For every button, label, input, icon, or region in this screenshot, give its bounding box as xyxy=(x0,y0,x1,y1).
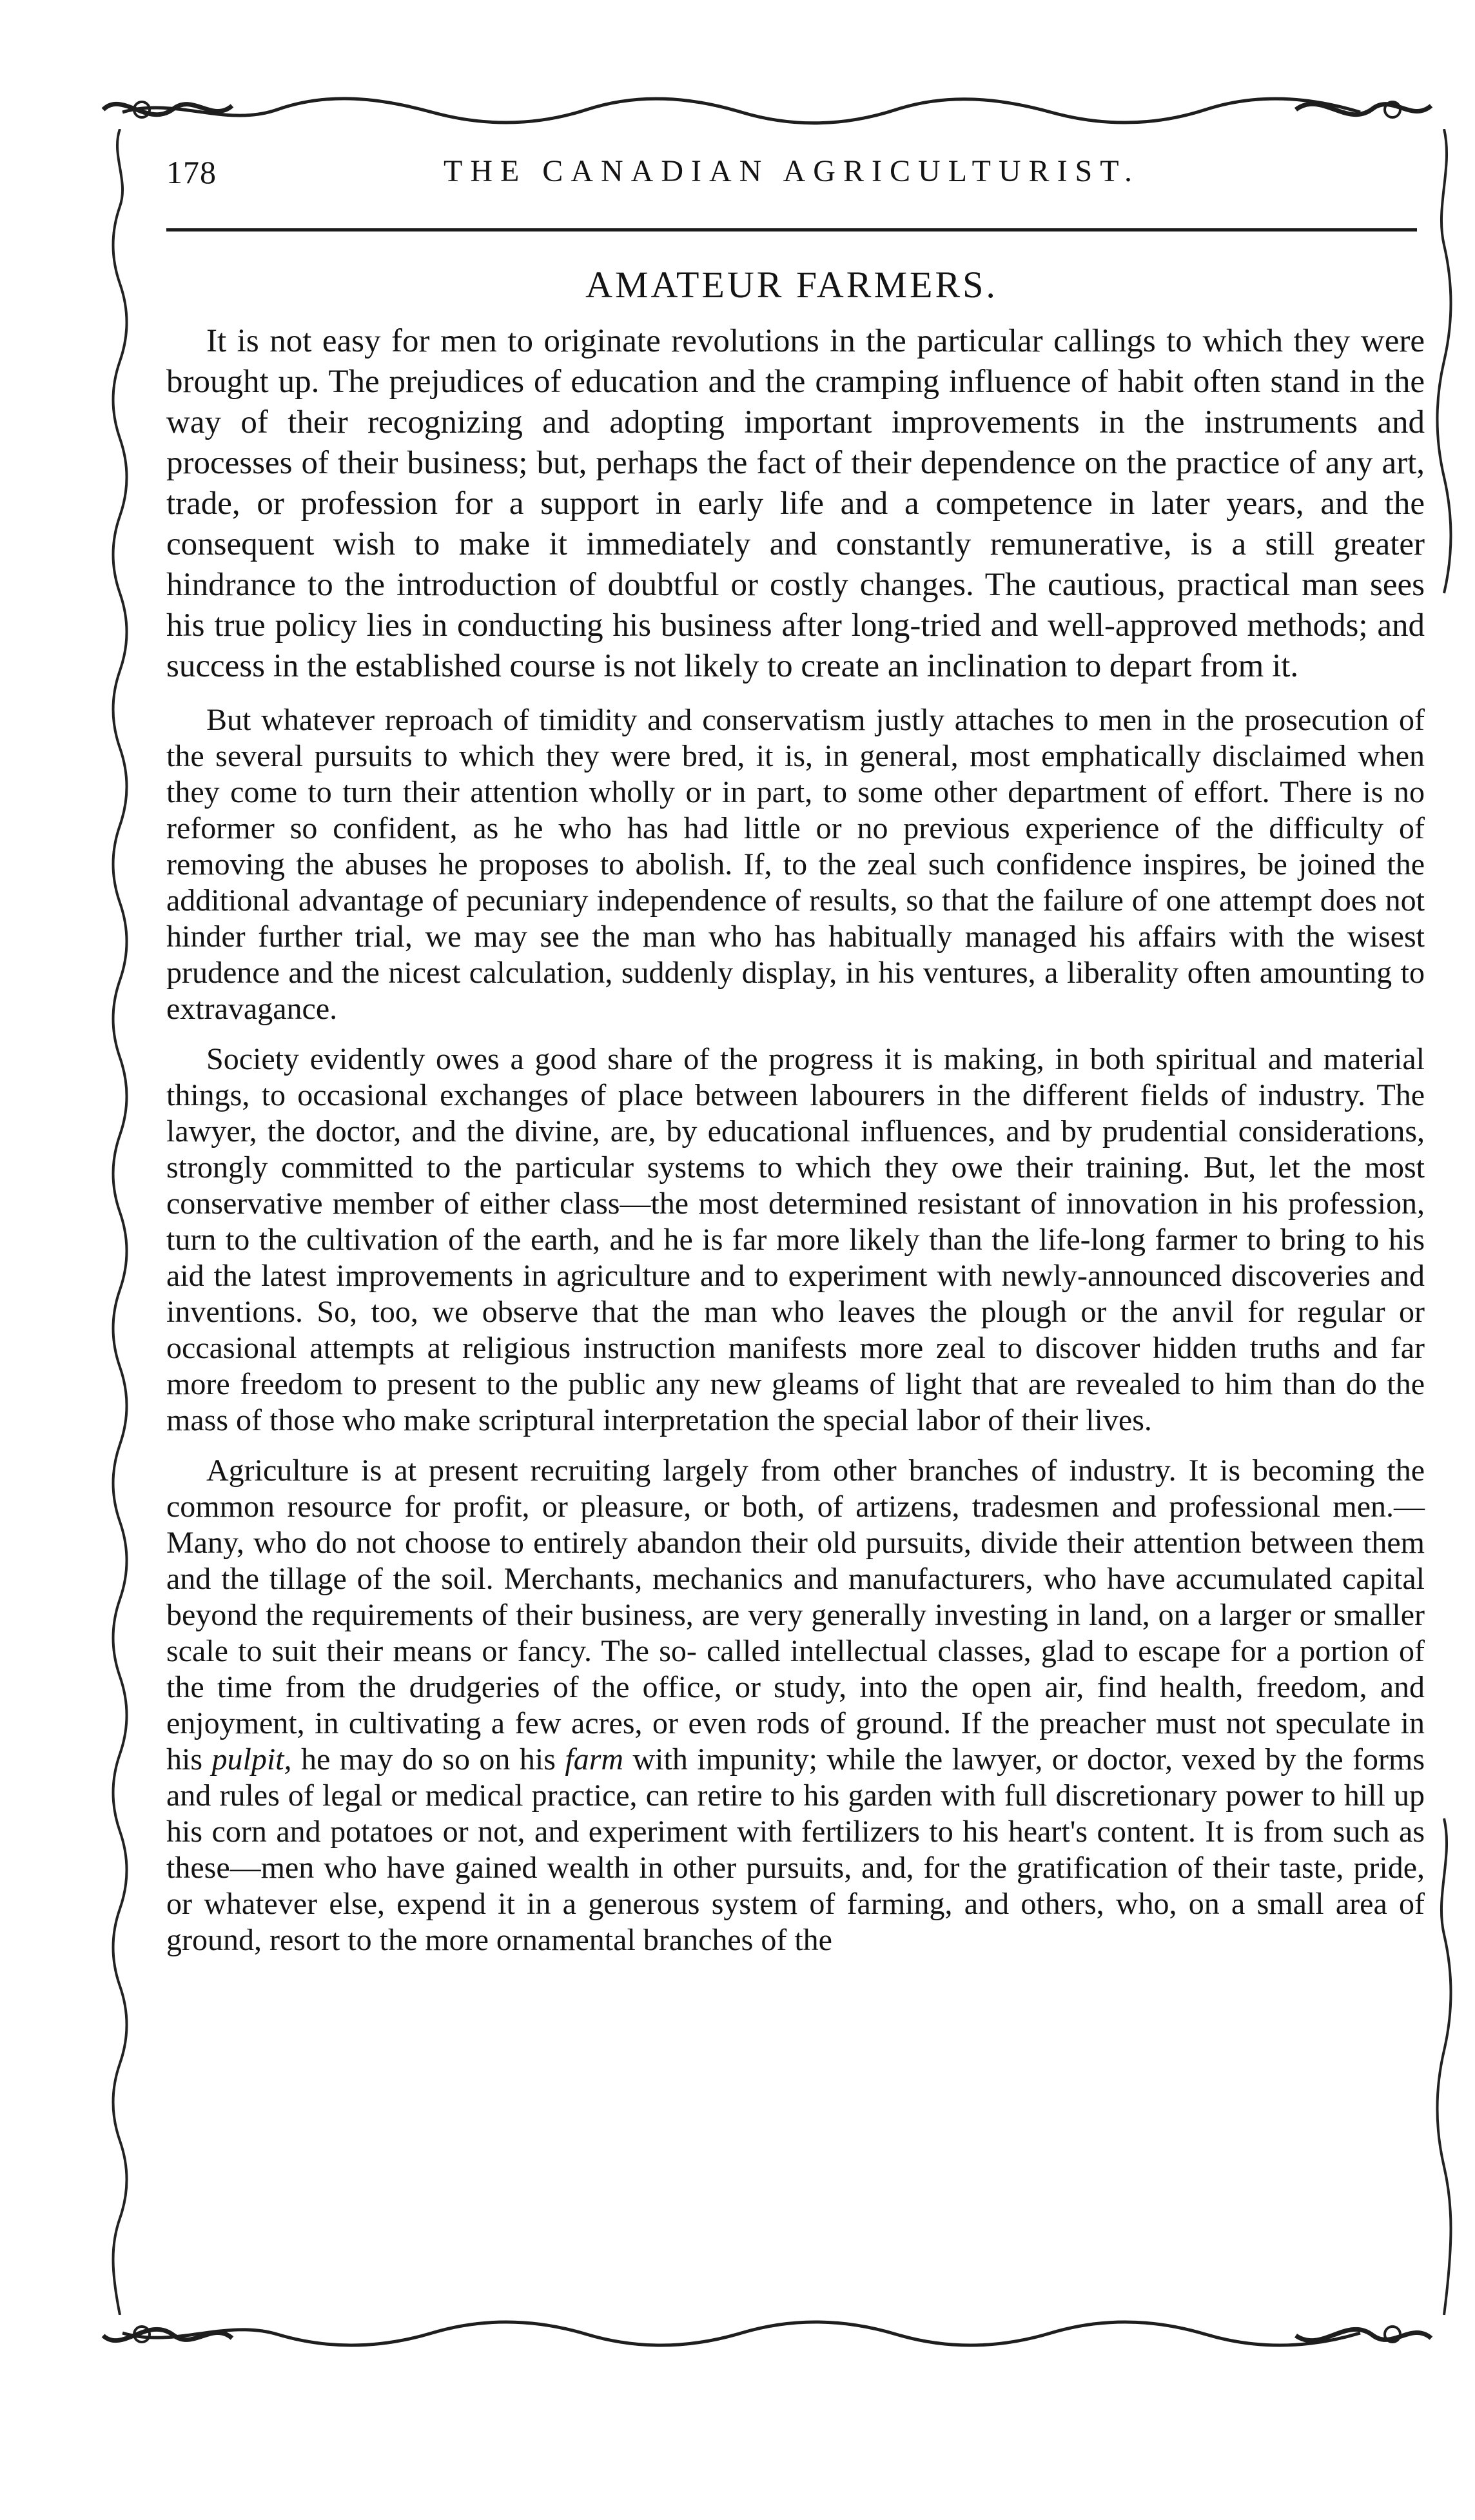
bottom-ornamental-border xyxy=(97,2315,1438,2354)
journal-title: THE CANADIAN AGRICULTURIST. xyxy=(444,154,1140,188)
article-body xyxy=(166,321,1425,1958)
article-title: AMATEUR FARMERS. xyxy=(585,264,998,306)
left-wavy-border xyxy=(108,129,132,2315)
right-wavy-border xyxy=(1432,129,1456,2315)
paragraph-4 xyxy=(166,1453,1425,1958)
paragraph-4-text-b: he may do so on his xyxy=(291,1742,565,1777)
page-number: 178 xyxy=(166,154,217,190)
paragraph-4-text-c: with impunity; while the lawyer, or doctor, vexed by the forms and rules of legal or medical practice, can retire to his garden with full discretionary power to hill up his corn and potatoes or not, and experiment with fertilizers to his heart's content. It is from such as these—men who have gained wealth in other pursuits, and, for the gratification of their taste, pride, or whatever else, expend it in a generous system of farming, and others, who, on a small area of ground, resort to the more ornamental branches of the xyxy=(166,1742,1425,1957)
top-ornamental-border xyxy=(97,90,1438,129)
paragraph-3: Society evidently owes a good share of the progress it is making, in both spiritual and material things, to occasional exchanges of place between labourers in the different fields of industry. The lawyer, the doctor, and the divine, are, by educational influences, and by prudential considerations, strongly committed to the particular systems to which they owe their training. But, let the most conservative member of either class—the most determined resistant of innovation in his profession, turn to the cultivation of the earth, and he is far more likely than the life-long farmer to bring to his aid the latest improvements in agriculture and to experiment with newly-announced discoveries and inventions. So, too, we observe that the man who leaves the plough or the anvil for regular or occasional attempts at religious instruction manifests more zeal to discover hidden truths and far more freedom to present to the public any new gleams of light that are revealed to him than do the mass of those who make scriptural interpretation the special labor of their lives. xyxy=(166,1042,1425,1437)
paragraph-2: But whatever reproach of timidity and conservatism justly attaches to men in the prosecution of the several pursuits to which they were bred, it is, in general, most emphatically disclaimed when they come to turn their attention wholly or in part, to some other department of effort. There is no reformer so confident, as he who has had little or no previous experience of the difficulty of removing the abuses he proposes to abolish. If, to the zeal such confidence inspires, be joined the additional advantage of pecuniary independence of results, so that the failure of one attempt does not hinder further trial, we may see the man who has habitually managed his affairs with the wisest prudence and the nicest calculation, suddenly display, in his ventures, a liberality often amounting to extravagance. xyxy=(166,703,1425,1026)
header-rule xyxy=(166,228,1417,231)
running-head xyxy=(166,153,1417,205)
paragraph-1: It is not easy for men to originate revolutions in the particular callings to which they were brought up. The prejudices of education and the cramping influence of habit often stand in the way of their recognizing and adopting important improvements in the instruments and processes of their business; but, perhaps the fact of their dependence on the practice of any art, trade, or profession for a support in early life and a competence in later years, and the consequent wish to make it immediately and constantly remunerative, is a still greater hindrance to the introduction of doubtful or costly changes. The cautious, practical man sees his true policy lies in conducting his business after long-tried and well-approved methods; and success in the established course is not likely to create an inclination to depart from it. xyxy=(166,323,1425,684)
paragraph-4-text-a: Agriculture is at present recruiting largely from other branches of industry. It is becoming the common resource for profit, or pleasure, or both, of artizens, tradesmen and professional men.—Many, who do not choose to entirely abandon their old pursuits, divide their attention between them and the tillage of the soil. Merchants, mechanics and manufacturers, who have accumulated capital beyond the requirements of their business, are very generally investing in land, on a larger or smaller scale to suit their means or fancy. The so- called intellectual classes, glad to escape for a portion of the time from the drudgeries of the office, or study, into the open air, find health, freedom, and enjoyment, in cultivating a few acres, or even rods of ground. If the preacher must not speculate in his xyxy=(166,1453,1425,1777)
paragraph-4-italic-farm: farm xyxy=(565,1742,624,1777)
paragraph-4-italic-pulpit: pulpit, xyxy=(211,1742,292,1777)
